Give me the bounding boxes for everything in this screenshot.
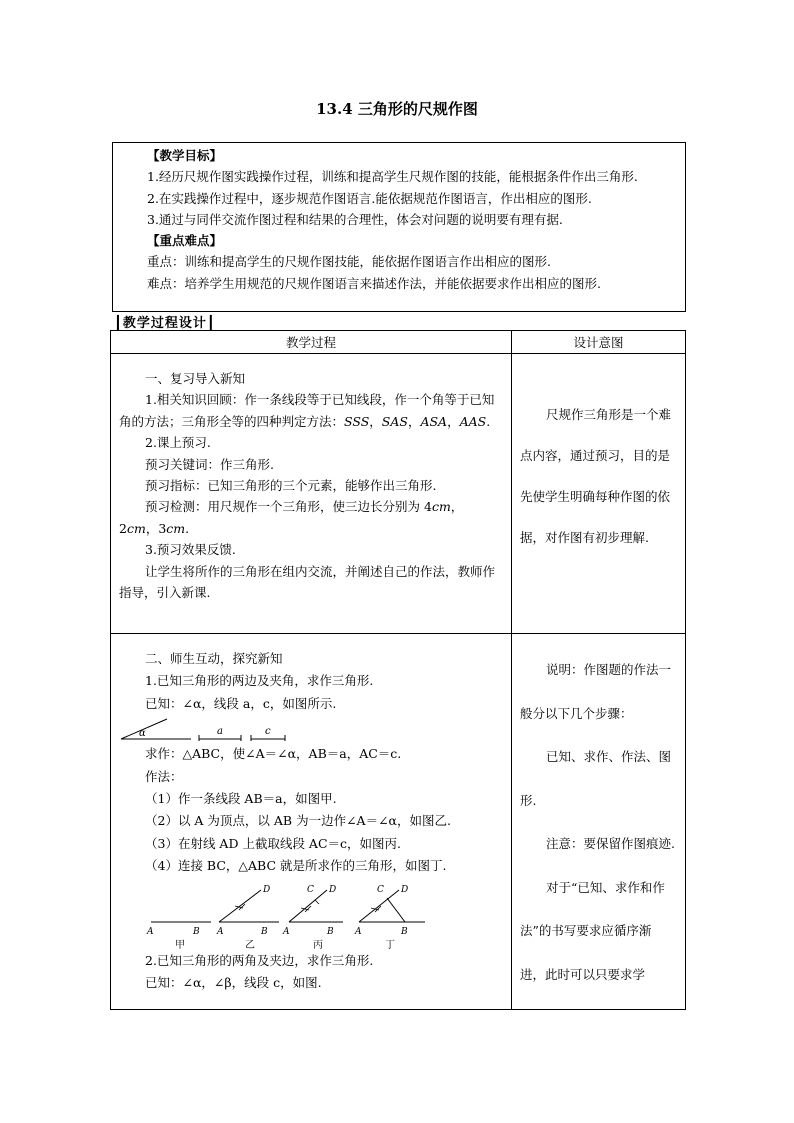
caption-yi: 乙 bbox=[245, 939, 255, 950]
col-header-process: 教学过程 bbox=[111, 331, 512, 354]
fig-ding-point-d: D bbox=[401, 884, 409, 895]
construction-figure bbox=[119, 882, 499, 950]
fig-bing-point-d: D bbox=[329, 884, 337, 895]
caption-jia: 甲 bbox=[175, 939, 185, 950]
row2-line-1: 1.已知三角形的两边及夹角，求作三角形. bbox=[145, 673, 374, 689]
key-points-heading: 【重点难点】 bbox=[147, 233, 223, 249]
fig-yi-point-a: A bbox=[217, 926, 224, 937]
fig-bing-point-a: A bbox=[283, 926, 290, 937]
row2-intent-2: 注意：要保留作图痕迹. bbox=[546, 836, 675, 851]
fig-yi-point-b: B bbox=[261, 926, 268, 937]
row1-line-0: 一、复习导入新知 bbox=[145, 371, 246, 386]
row2-step-1: 作法： bbox=[145, 768, 183, 784]
row2-step-5: （4）连接 BC，△ABC 就是所求作的三角形，如图丁. bbox=[145, 858, 447, 874]
row1-line-4: 预习指标：已知三角形的三个元素，能够作出三角形. bbox=[145, 478, 437, 494]
row1-line-3: 预习关键词：作三角形. bbox=[145, 456, 274, 472]
row2-step-4: （3）在射线 AD 上截取线段 AC＝c，如图丙. bbox=[145, 835, 401, 851]
key-point: 重点：训练和提高学生的尺规作图技能，能依据作图语言作出相应的图形. bbox=[147, 254, 551, 270]
caption-ding: 丁 bbox=[385, 939, 395, 950]
row1-process-cell bbox=[111, 354, 512, 634]
process-table bbox=[110, 330, 686, 1010]
row1-line-2: 2.课上预习. bbox=[145, 435, 211, 451]
row1-intent: 尺规作三角形是一个难点内容，通过预习，目的是先使学生明确每种作图的依据，对作图有初步理解. bbox=[520, 407, 672, 545]
fig-ding-point-a: A bbox=[355, 926, 362, 937]
goal-item-1: 1.经历尺规作图实践操作过程，训练和提高学生尺规作图的技能，能根据条件作出三角形. bbox=[147, 169, 638, 185]
segment-c-label: c bbox=[265, 726, 271, 738]
given-figure bbox=[119, 717, 499, 743]
fig-jia-point-a: A bbox=[147, 926, 154, 937]
goals-heading: 【教学目标】 bbox=[147, 148, 223, 163]
row1-line-7: 让学生将所作的三角形在组内交流，并阐述自己的作法，教师作指导，引入新课. bbox=[119, 563, 496, 601]
fig-jia-point-b: B bbox=[193, 926, 200, 937]
process-heading: ┃教学过程设计┃ bbox=[114, 316, 216, 331]
caption-bing: 丙 bbox=[313, 939, 323, 950]
fig-yi-point-d: D bbox=[263, 884, 271, 895]
row2-line-2: 已知：∠α，线段 a，c，如图所示. bbox=[145, 695, 337, 711]
row1-line-1: 1.相关知识回顾：作一条线段等于已知线段，作一个角等于已知角的方法；三角形全等的四种判定方法：SSS，SAS，ASA，AAS. bbox=[119, 392, 495, 429]
row2-intent-cell bbox=[512, 634, 686, 1010]
row2-process-cell bbox=[111, 634, 512, 1010]
alpha-label: α bbox=[139, 728, 146, 740]
row1-line-5: 预习检测：用尺规作一个三角形，使三边长分别为 4cm，2cm，3cm. bbox=[119, 499, 464, 536]
row2-line-0: 二、师生互动，探究新知 bbox=[145, 651, 283, 666]
row1-line-6: 3.预习效果反馈. bbox=[145, 542, 236, 558]
difficult-point: 难点：培养学生用规范的尺规作图语言来描述作法，并能依据要求作出相应的图形. bbox=[147, 275, 601, 291]
row2-step-3: （2）以 A 为顶点，以 AB 为一边作∠A＝∠α，如图乙. bbox=[145, 813, 451, 829]
goal-item-2: 2.在实践操作过程中，逐步规范作图语言.能依据规范作图语言，作出相应的图形. bbox=[147, 190, 592, 206]
row1-intent-cell bbox=[512, 354, 686, 634]
segment-a-label: a bbox=[217, 726, 223, 738]
fig-ding-point-c: C bbox=[377, 884, 384, 895]
fig-ding-point-b: B bbox=[401, 926, 408, 937]
row2-intent-1: 已知、求作、作法、图形. bbox=[520, 749, 672, 808]
teaching-goals-box bbox=[112, 142, 686, 312]
row2-intent-3: 对于“已知、求作和作法”的书写要求应循序渐进，此时可以只要求学 bbox=[520, 879, 665, 982]
goal-item-3: 3.通过与同伴交流作图过程和结果的合理性，体会对问题的说明要有理有据. bbox=[147, 211, 563, 227]
col-header-intent: 设计意图 bbox=[512, 331, 686, 354]
row2-tail-0: 2.已知三角形的两角及夹边，求作三角形. bbox=[145, 952, 374, 968]
row2-step-0: 求作：△ABC，使∠A＝∠α，AB＝a，AC＝c. bbox=[145, 746, 402, 762]
fig-bing-point-b: B bbox=[327, 926, 334, 937]
fig-bing-point-c: C bbox=[307, 884, 314, 895]
row2-intent-0: 说明：作图题的作法一般分以下几个步骤： bbox=[520, 662, 672, 721]
row2-step-2: （1）作一条线段 AB＝a，如图甲. bbox=[145, 791, 337, 807]
page-title: 13.4 三角形的尺规作图 bbox=[316, 100, 478, 118]
row2-tail-1: 已知：∠α，∠β，线段 c，如图. bbox=[145, 975, 322, 991]
